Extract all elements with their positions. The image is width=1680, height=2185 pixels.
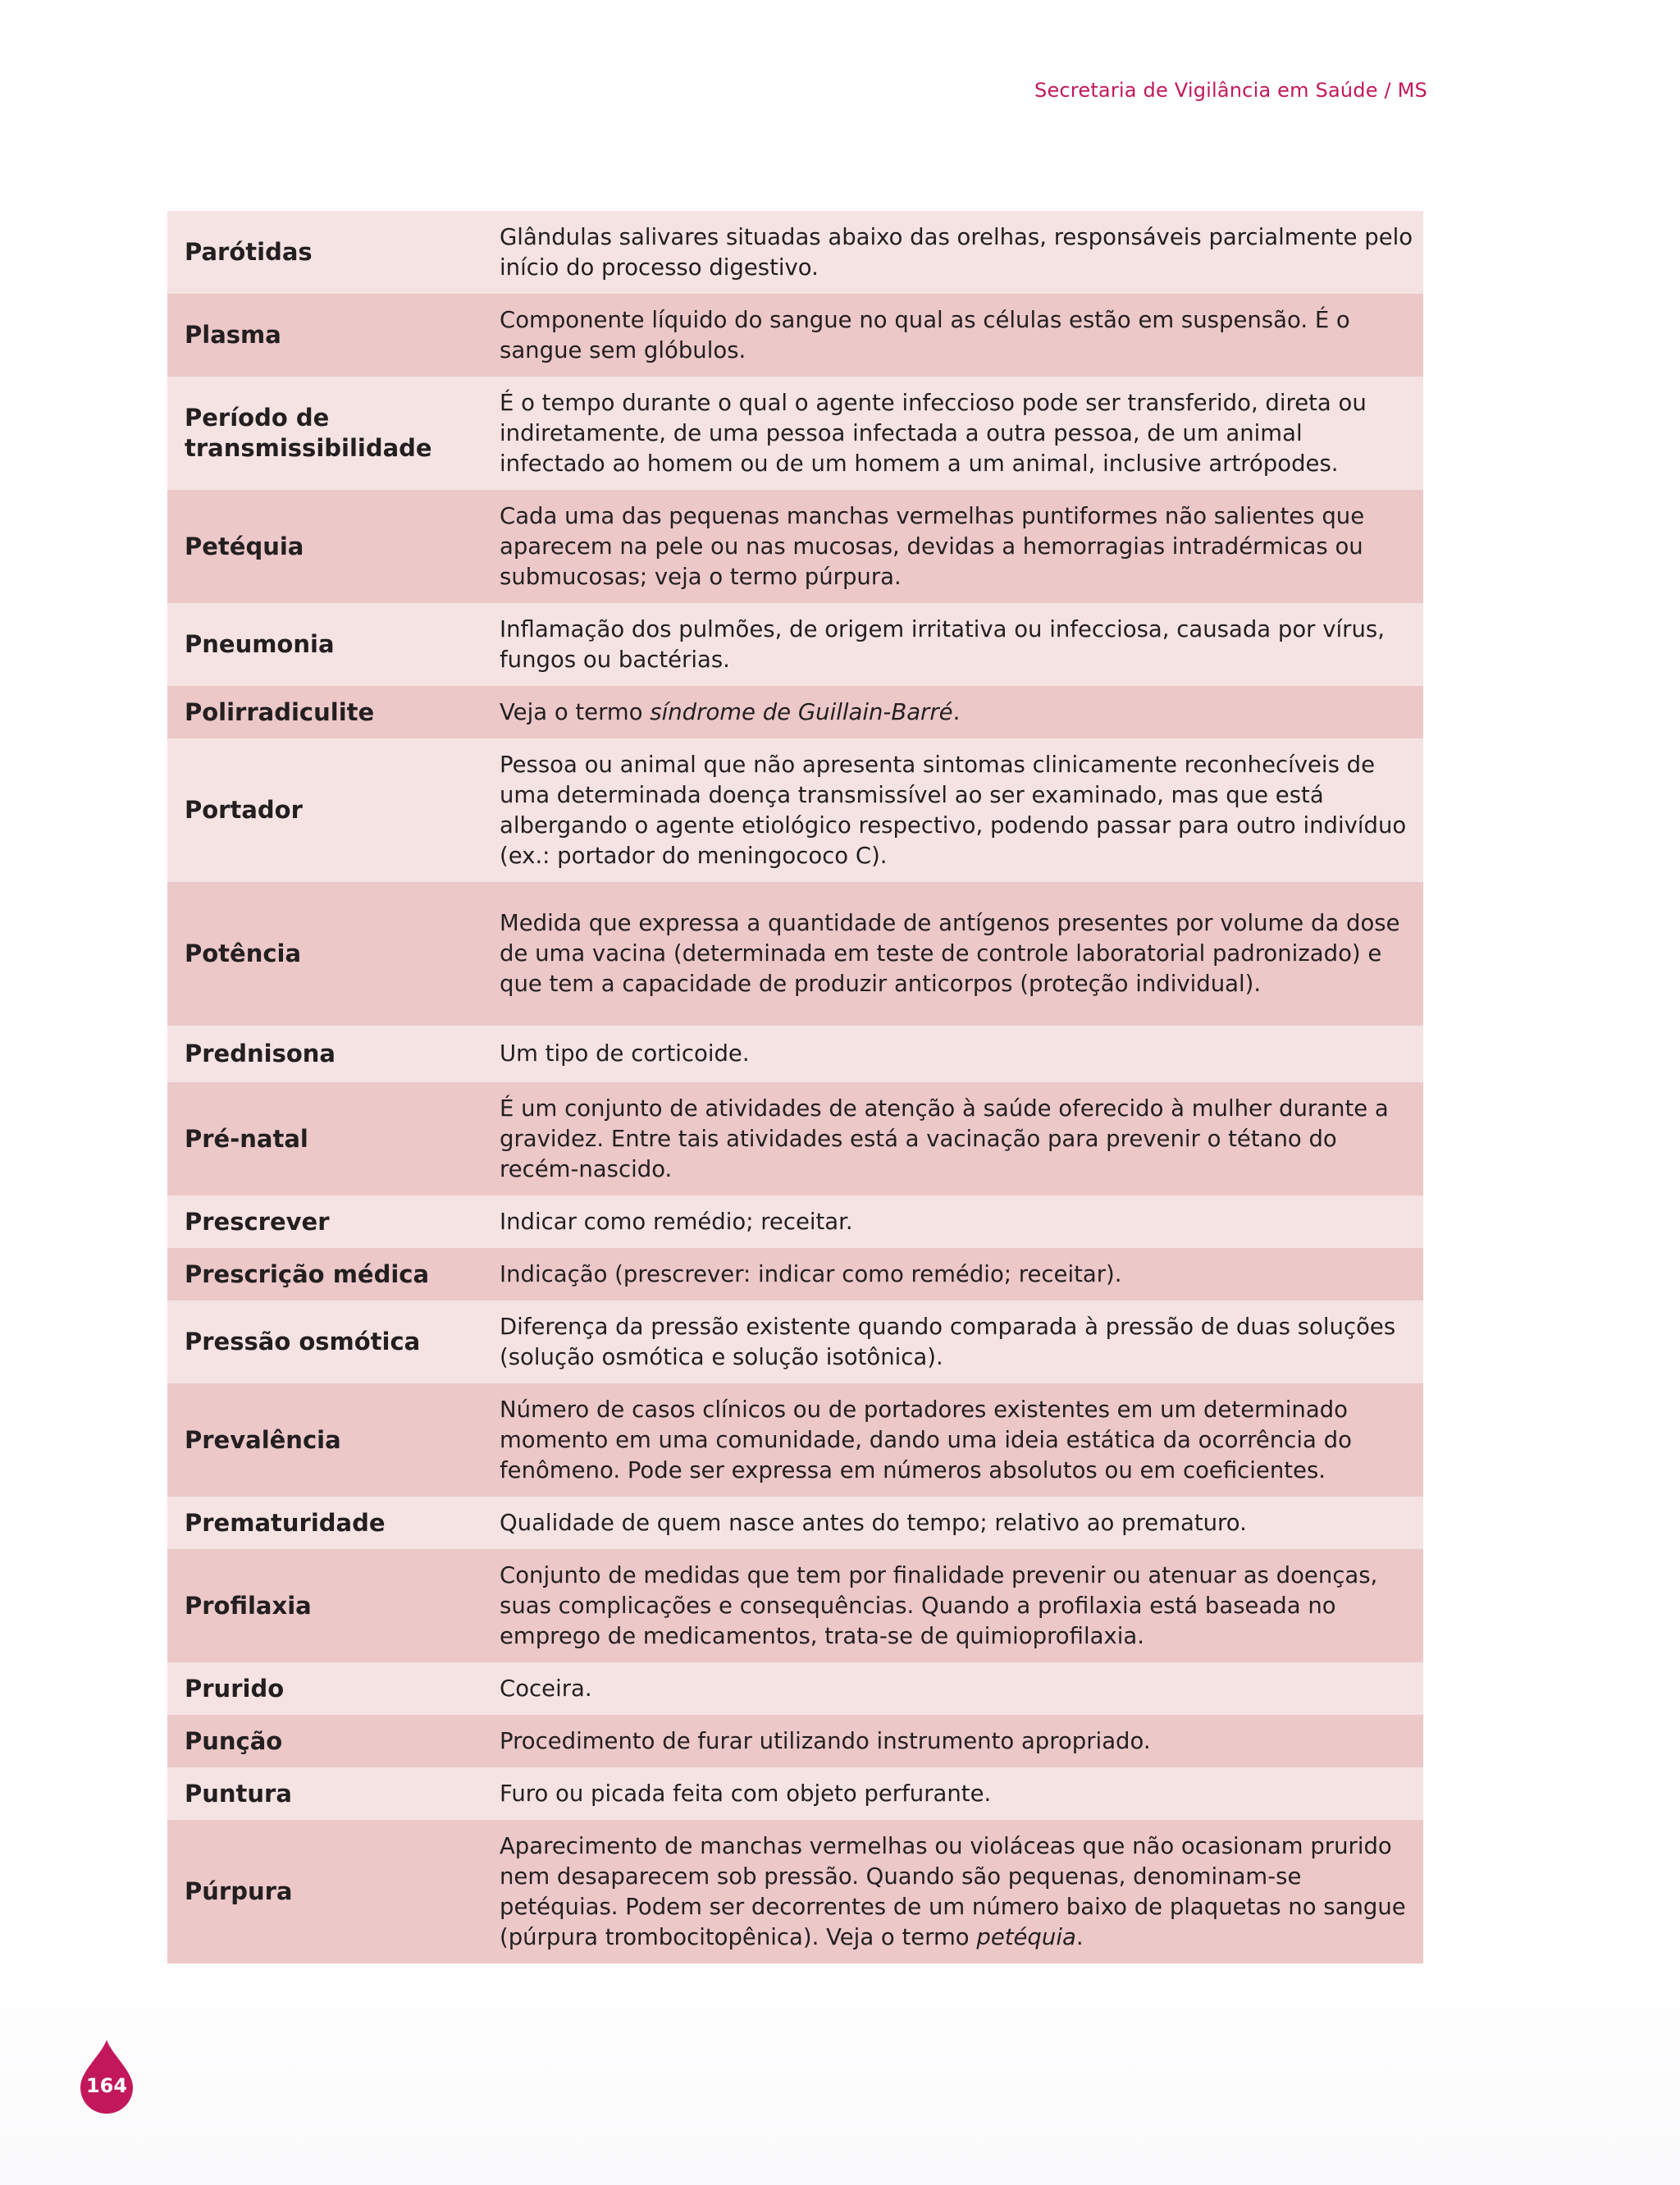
definition-cross-reference: síndrome de Guillain-Barré xyxy=(650,698,953,725)
glossary-term: Prescrever xyxy=(185,1207,330,1236)
glossary-definition: Glândulas salivares situadas abaixo das orelhas, responsáveis parcialmente pelo início do processo digestivo. xyxy=(500,223,1413,281)
table-row xyxy=(167,1715,1423,1767)
page-background xyxy=(0,1936,1680,2185)
glossary-definition: Indicação (prescrever: indicar como remédio; receitar). xyxy=(500,1260,1122,1287)
glossary-definition xyxy=(500,689,1423,736)
glossary-term: Prevalência xyxy=(185,1425,341,1454)
table-row xyxy=(167,1026,1423,1082)
glossary-term: Prescrição médica xyxy=(185,1259,430,1288)
table-row xyxy=(167,686,1423,738)
table-row xyxy=(167,1662,1423,1715)
glossary-definition: Pessoa ou animal que não apresenta sintomas clinicamente reconhecíveis de uma determinada doença transmissível ao ser examinado, mas que está albergando o agente etiológico respectivo, podendo passar para outro indivíduo (ex.: portador do meningococo C). xyxy=(500,751,1407,869)
glossary-term: Plasma xyxy=(185,321,281,349)
table-row xyxy=(167,738,1423,882)
definition-text: Veja o termo xyxy=(500,698,651,725)
glossary-term: Pré-natal xyxy=(185,1124,308,1153)
glossary-definition: Inflamação dos pulmões, de origem irritativa ou infecciosa, causada por vírus, fungos ou bactérias. xyxy=(500,615,1385,673)
glossary-term: Punção xyxy=(185,1726,283,1755)
glossary-term: Pressão osmótica xyxy=(185,1328,421,1355)
glossary-definition: Componente líquido do sangue no qual as células estão em suspensão. É o sangue sem glóbulos. xyxy=(500,306,1350,363)
glossary-definition: Qualidade de quem nasce antes do tempo; relativo ao prematuro. xyxy=(500,1509,1247,1536)
glossary-term: Prurido xyxy=(185,1674,285,1703)
glossary-definition: Um tipo de corticoide. xyxy=(500,1040,750,1067)
table-row xyxy=(167,1195,1423,1248)
glossary-term: Puntura xyxy=(185,1779,292,1808)
glossary-definition: É um conjunto de atividades de atenção à saúde oferecido à mulher durante a gravidez. Entre tais atividades está a vacinação para prevenir o tétano do recém-nascido. xyxy=(500,1095,1389,1182)
table-row xyxy=(167,1082,1423,1195)
glossary-table xyxy=(167,211,1423,1963)
table-row xyxy=(167,294,1423,377)
definition-cross-reference: petéquia xyxy=(976,1923,1076,1950)
glossary-term: Púrpura xyxy=(185,1877,293,1905)
table-row xyxy=(167,1497,1423,1549)
running-header: Secretaria de Vigilância em Saúde / MS xyxy=(1034,79,1427,102)
glossary-term: Prematuridade xyxy=(185,1508,386,1537)
table-row xyxy=(167,1820,1423,1963)
table-row xyxy=(167,211,1423,294)
table-row xyxy=(167,603,1423,686)
definition-text: Aparecimento de manchas vermelhas ou violáceas que não ocasionam prurido nem desaparecem sob pressão. Quando são pequenas, denominam-se petéquias. Podem ser decorrentes de um número baixo de plaquetas no sangue (púrpura trombocitopênica). Veja o termo xyxy=(500,1832,1406,1950)
glossary-definition: Procedimento de furar utilizando instrumento apropriado. xyxy=(500,1727,1151,1754)
table-row xyxy=(167,490,1423,603)
glossary-definition: Coceira. xyxy=(500,1675,592,1702)
table-row xyxy=(167,1383,1423,1497)
glossary-definition: Medida que expressa a quantidade de antígenos presentes por volume da dose de uma vacina (determinada em teste de controle laboratorial padronizado) e que tem a capacidade de produzir anticorpos (proteção individual). xyxy=(500,910,1400,997)
table-row xyxy=(167,377,1423,490)
table-row xyxy=(167,1248,1423,1300)
glossary-term: Pneumonia xyxy=(185,630,335,658)
glossary-definition: Conjunto de medidas que tem por finalidade prevenir ou atenuar as doenças, suas complicações e consequências. Quando a profilaxia está baseada no emprego de medicamentos, trata-se de quimioprofilaxia. xyxy=(500,1561,1378,1649)
definition-text: . xyxy=(952,698,961,725)
glossary-term: Profilaxia xyxy=(185,1591,312,1620)
glossary-term: Polirradiculite xyxy=(185,697,375,726)
page-number: 164 xyxy=(85,2074,128,2097)
page-number-marker xyxy=(80,2040,133,2114)
glossary-definition: Indicar como remédio; receitar. xyxy=(500,1208,853,1235)
glossary-term: Potência xyxy=(185,939,302,967)
glossary-definition: Número de casos clínicos ou de portadores existentes em um determinado momento em uma comunidade, dando uma ideia estática da ocorrência do fenômeno. Pode ser expressa em números absolutos ou em coeficientes. xyxy=(500,1396,1352,1483)
glossary-definition: Cada uma das pequenas manchas vermelhas puntiformes não salientes que aparecem na pele ou nas mucosas, devidas a hemorragias intradérmicas ou submucosas; veja o termo púrpura. xyxy=(500,502,1365,590)
glossary-definition: Furo ou picada feita com objeto perfurante. xyxy=(500,1780,992,1807)
glossary-term: Petéquia xyxy=(185,532,304,560)
glossary-term: Período de transmissibilidade xyxy=(185,404,432,462)
glossary-term: Parótidas xyxy=(185,238,313,266)
glossary-term: Portador xyxy=(185,796,303,824)
definition-text: . xyxy=(1075,1923,1084,1950)
table-row xyxy=(167,1767,1423,1820)
table-row xyxy=(167,1300,1423,1383)
table-row xyxy=(167,882,1423,1026)
table-row xyxy=(167,1549,1423,1662)
glossary-definition: Diferença da pressão existente quando comparada à pressão de duas soluções (solução osmótica e solução isotônica). xyxy=(500,1313,1396,1370)
glossary-definition xyxy=(500,1823,1423,1961)
glossary-definition: É o tempo durante o qual o agente infeccioso pode ser transferido, direta ou indiretamente, de uma pessoa infectada a outra pessoa, de um animal infectado ao homem ou de um homem a um animal, inclusive artrópodes. xyxy=(500,389,1367,477)
glossary-term: Prednisona xyxy=(185,1040,336,1067)
